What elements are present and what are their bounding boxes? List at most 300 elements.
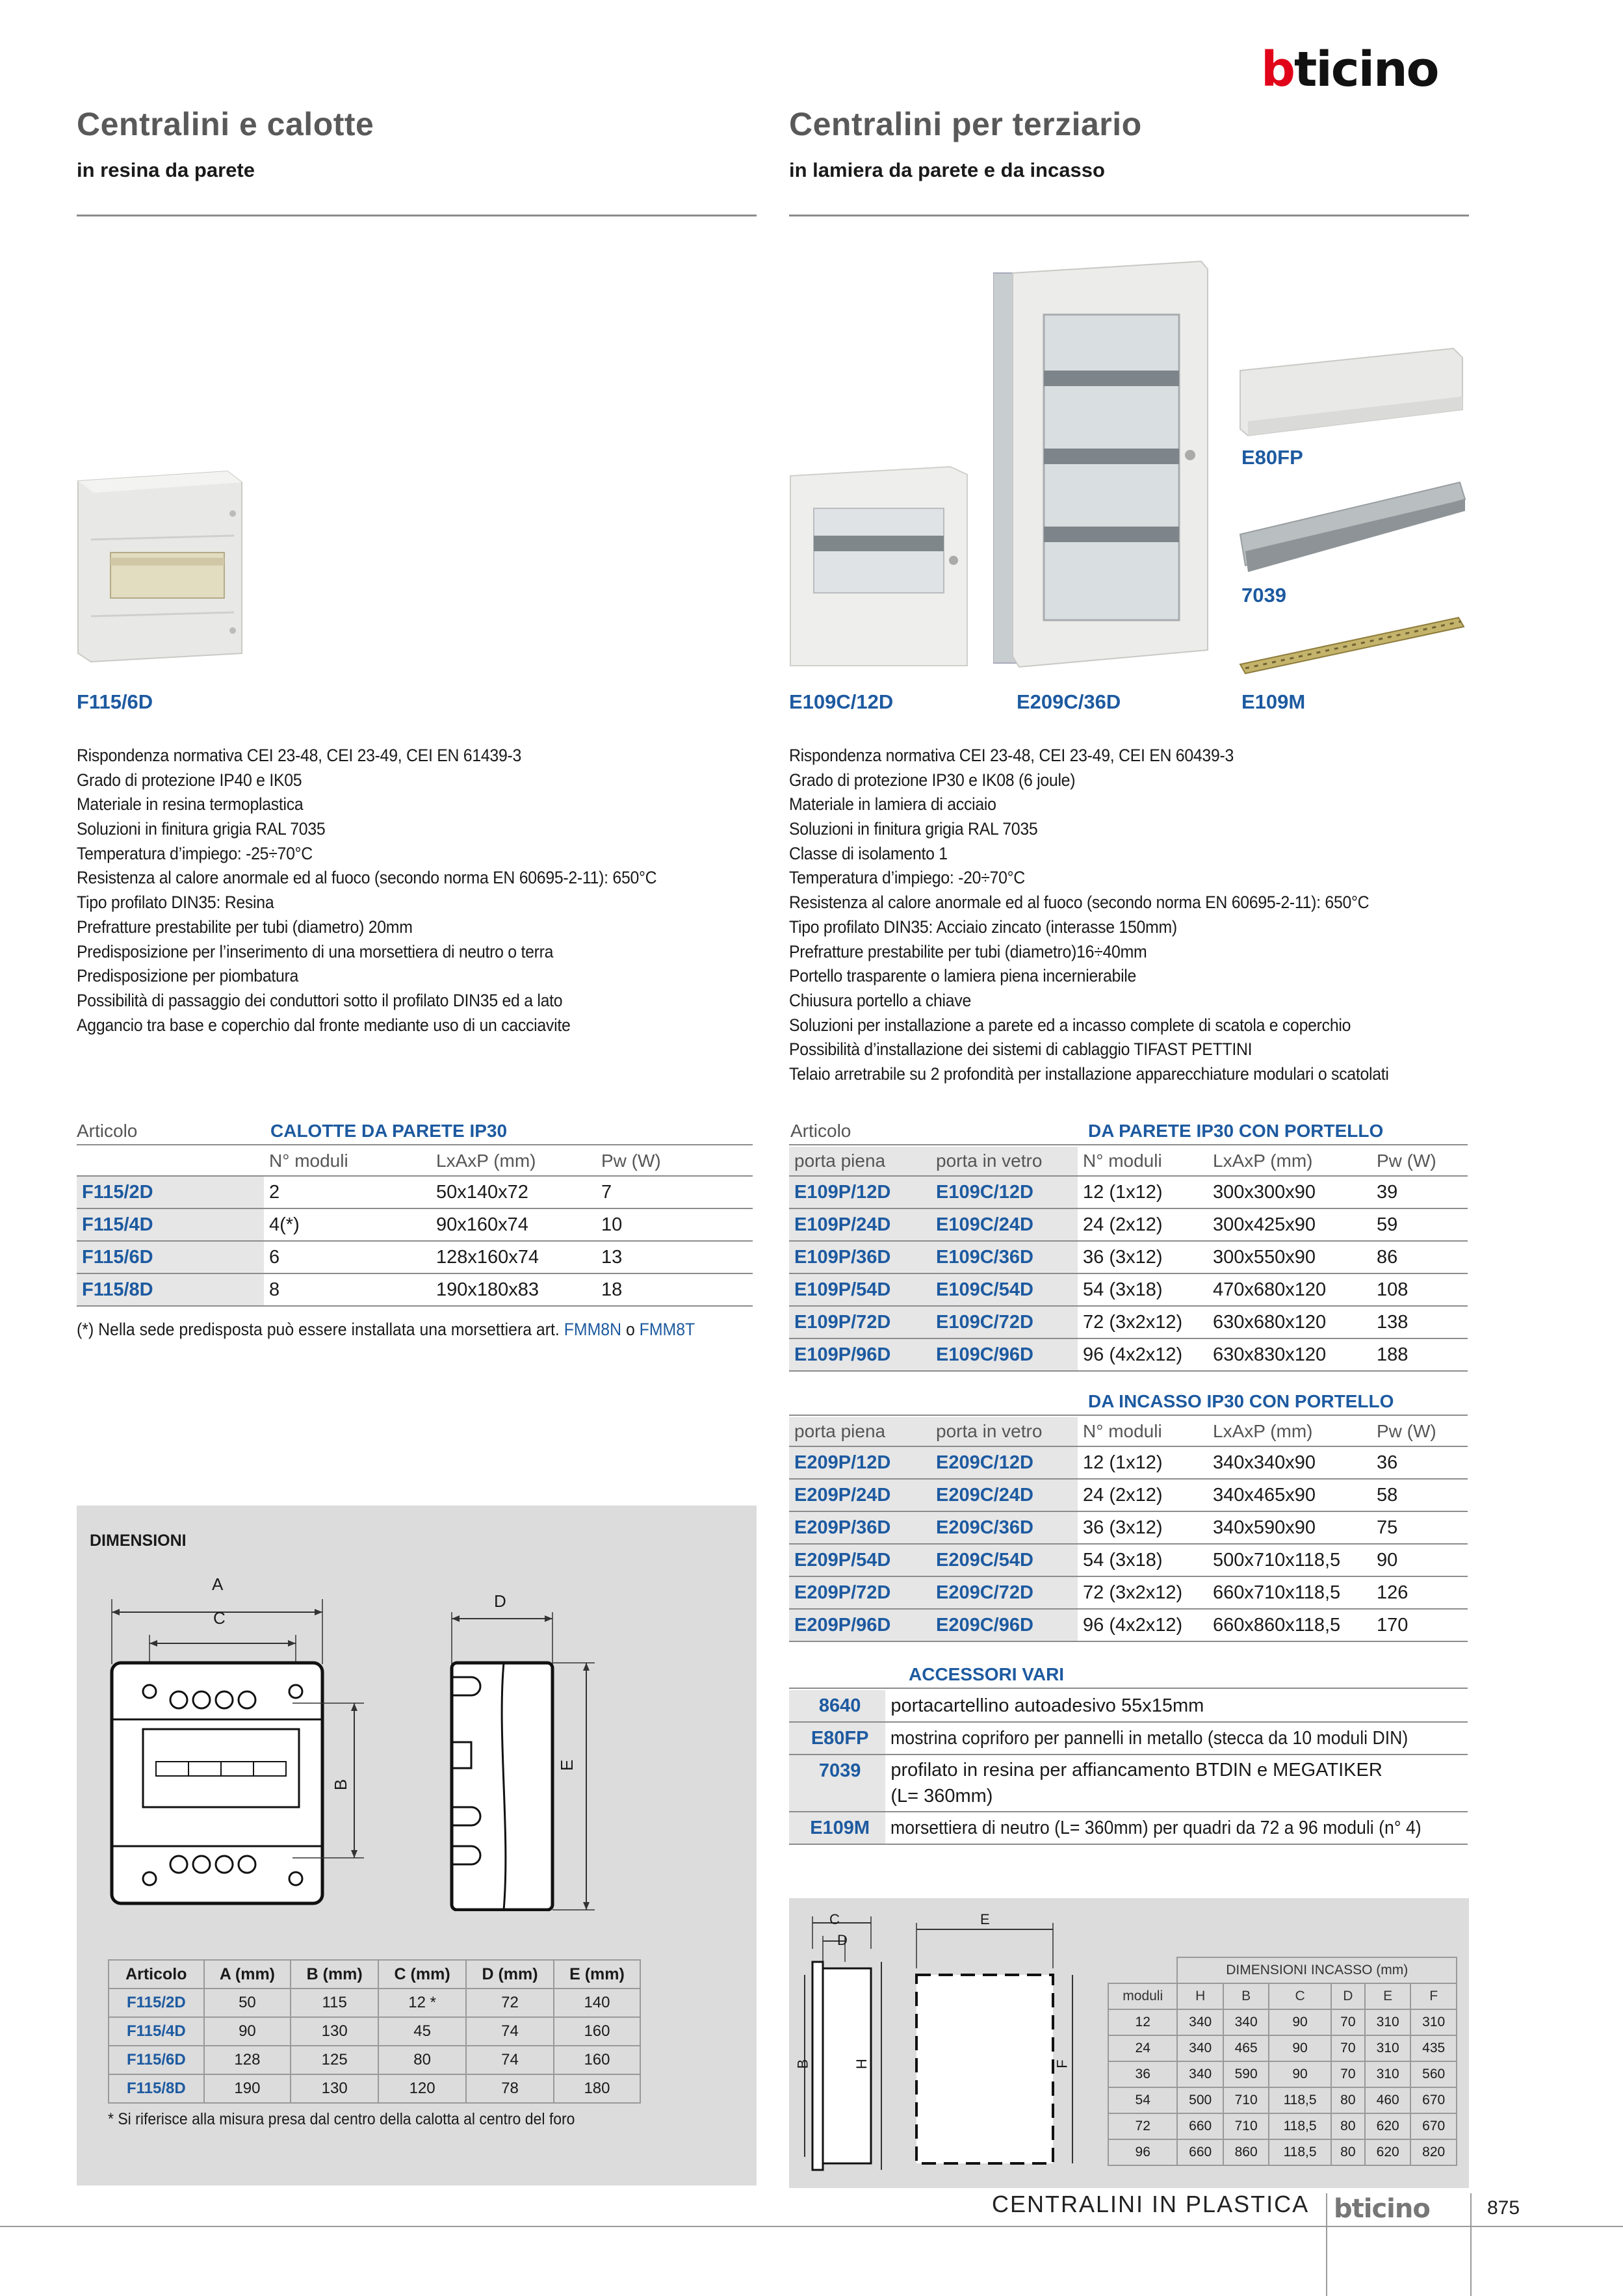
table-row — [1108, 2009, 1457, 2035]
label-7039: 7039 — [1241, 584, 1286, 607]
code-porta-piena[interactable]: E109P/24D — [789, 1208, 931, 1241]
code-porta-piena[interactable]: E209P/24D — [789, 1479, 931, 1511]
cell: 74 — [466, 2017, 554, 2046]
dims: 660x860x118,5 — [1208, 1609, 1371, 1641]
col-porta-piena: porta piena — [789, 1417, 931, 1446]
cell: 80 — [378, 2046, 466, 2074]
left-title: Centralini e calotte — [77, 106, 374, 142]
col-b: B — [1223, 1983, 1269, 2009]
left-subtitle: in resina da parete — [77, 159, 255, 181]
col-porta-vetro: porta in vetro — [931, 1417, 1078, 1446]
spec-line: Temperatura d’impiego: -25÷70°C — [77, 843, 313, 863]
note-link-fmm8t[interactable]: FMM8T — [639, 1320, 695, 1339]
spec-line: Grado di protezione IP30 e IK08 (6 joule) — [789, 770, 1076, 790]
dims: 300x425x90 — [1208, 1208, 1371, 1241]
code-porta-vetro[interactable]: E209C/96D — [931, 1609, 1078, 1641]
code-porta-vetro[interactable]: E209C/12D — [931, 1446, 1078, 1479]
spacer — [77, 1147, 264, 1176]
pw: 138 — [1371, 1306, 1468, 1338]
cell: 710 — [1223, 2087, 1269, 2113]
spec-line: Chiusura portello a chiave — [789, 990, 972, 1010]
col-dims: LxAxP (mm) — [1208, 1147, 1371, 1176]
article-code[interactable]: F115/2D — [109, 1989, 204, 2017]
cell: 140 — [554, 1989, 640, 2017]
cell: 125 — [291, 2046, 378, 2074]
accessory-desc: morsettiera di neutro (L= 360mm) per quadri da 72 a 96 moduli (n° 4) — [890, 1817, 1422, 1838]
footer-logo-first: b — [1334, 2194, 1352, 2224]
dims: 190x180x83 — [431, 1273, 596, 1306]
left-specs — [77, 744, 656, 1037]
cell: 80 — [1331, 2087, 1365, 2113]
cell: 118,5 — [1269, 2139, 1331, 2165]
moduli: 96 (4x2x12) — [1078, 1338, 1208, 1371]
inc-label-c: C — [829, 1911, 840, 1927]
product-image-e80fp — [1239, 345, 1466, 442]
footer-section-title: CENTRALINI IN PLASTICA — [992, 2191, 1310, 2217]
cell: 660 — [1177, 2139, 1223, 2165]
parete-table — [789, 1147, 1468, 1372]
moduli: 4(*) — [264, 1208, 431, 1241]
code-porta-vetro[interactable]: E109C/24D — [931, 1208, 1078, 1241]
code-porta-piena[interactable]: E209P/12D — [789, 1446, 931, 1479]
table-row — [77, 1208, 753, 1241]
accessory-desc-2: (L= 360mm) — [890, 1786, 993, 1807]
article-code[interactable]: F115/4D — [109, 2017, 204, 2046]
cell: 310 — [1365, 2009, 1410, 2035]
right-divider — [789, 215, 1469, 216]
footer-separator-1 — [1326, 2193, 1327, 2296]
code-porta-vetro[interactable]: E209C/24D — [931, 1479, 1078, 1511]
table-row — [789, 1338, 1468, 1371]
dims: 50x140x72 — [431, 1176, 596, 1208]
article-code[interactable]: F115/8D — [77, 1273, 264, 1306]
dims: 340x340x90 — [1208, 1446, 1371, 1479]
footer-separator-2 — [1470, 2193, 1472, 2296]
pw: 59 — [1371, 1208, 1468, 1241]
code-porta-piena[interactable]: E109P/12D — [789, 1176, 931, 1208]
label-e80fp: E80FP — [1241, 446, 1303, 469]
spec-line: Materiale in resina termoplastica — [77, 794, 304, 815]
col-a: A (mm) — [204, 1960, 291, 1989]
col-c: C — [1269, 1983, 1331, 2009]
table-header-row — [789, 1147, 1468, 1176]
cell: 620 — [1365, 2113, 1410, 2139]
spec-line: Resistenza al calore anormale ed al fuoco (secondo norma EN 60695-2-11): 650°C — [789, 893, 1370, 913]
label-e109m: E109M — [1241, 690, 1306, 713]
code-porta-piena[interactable]: E109P/72D — [789, 1306, 931, 1338]
code-porta-vetro[interactable]: E209C/72D — [931, 1576, 1078, 1609]
cell: 90 — [1269, 2035, 1331, 2061]
moduli: 12 (1x12) — [1078, 1176, 1208, 1208]
table-row — [789, 1208, 1468, 1241]
table-row — [109, 2017, 640, 2046]
dim-label-a: A — [212, 1574, 224, 1594]
spec-line: Predisposizione per piombatura — [77, 966, 299, 986]
table-row — [789, 1812, 1468, 1844]
cell: 72 — [466, 1989, 554, 2017]
cell: 860 — [1223, 2139, 1269, 2165]
spec-line: Telaio arretrabile su 2 profondità per installazione apparecchiature modulari o scatolati — [789, 1063, 1389, 1084]
table-row — [77, 1176, 753, 1208]
dim-label-e: E — [557, 1759, 577, 1771]
col-moduli: N° moduli — [1078, 1417, 1208, 1446]
cell: 620 — [1365, 2139, 1410, 2165]
accessori-section: ACCESSORI VARI — [909, 1664, 1065, 1684]
cell: 560 — [1410, 2061, 1457, 2087]
calotta-front-drawing — [97, 1573, 370, 1911]
cell: 45 — [378, 2017, 466, 2046]
cell: 465 — [1223, 2035, 1269, 2061]
table-row — [109, 1989, 640, 2017]
table-header-row — [1108, 1983, 1457, 2009]
table-row — [789, 1479, 1468, 1511]
accessory-desc-cell — [885, 1812, 1468, 1844]
table-row — [789, 1576, 1468, 1609]
col-dims: LxAxP (mm) — [1208, 1417, 1371, 1446]
left-table-rule — [77, 1144, 753, 1145]
table-row — [789, 1511, 1468, 1544]
incasso-front-drawing — [903, 1910, 1092, 2183]
table-row — [789, 1273, 1468, 1306]
pw: 58 — [1371, 1479, 1468, 1511]
cell: 50 — [204, 1989, 291, 2017]
article-code[interactable]: F115/6D — [77, 1241, 264, 1273]
cell: 115 — [291, 1989, 378, 2017]
spec-line: Grado di protezione IP40 e IK05 — [77, 770, 302, 790]
product-image-f115-6d — [71, 468, 247, 663]
brand-logo-rest: ticino — [1293, 42, 1438, 98]
inc-label-d: D — [837, 1932, 848, 1948]
cell: 340 — [1177, 2035, 1223, 2061]
cell: 90 — [1269, 2009, 1331, 2035]
cell: 90 — [1269, 2061, 1331, 2087]
table-row — [1108, 2087, 1457, 2113]
brand-logo — [1261, 42, 1469, 98]
code-porta-piena[interactable]: E209P/72D — [789, 1576, 931, 1609]
code-porta-piena[interactable]: E209P/54D — [789, 1544, 931, 1576]
col-pw: Pw (W) — [1371, 1147, 1468, 1176]
col-e: E (mm) — [554, 1960, 640, 1989]
code-porta-vetro[interactable]: E109C/54D — [931, 1273, 1078, 1306]
col-pw: Pw (W) — [596, 1147, 753, 1176]
spec-line: Soluzioni in finitura grigia RAL 7035 — [789, 819, 1038, 839]
cell: 36 — [1108, 2061, 1177, 2087]
spec-line: Materiale in lamiera di acciaio — [789, 794, 996, 815]
spec-line: Portello trasparente o lamiera piena incernierabile — [789, 966, 1137, 986]
table-header-row — [77, 1147, 753, 1176]
cell: 78 — [466, 2074, 554, 2103]
spec-line: Prefratture prestabilite per tubi (diametro) 20mm — [77, 917, 413, 937]
left-divider — [77, 215, 757, 216]
moduli: 54 (3x18) — [1078, 1273, 1208, 1306]
incasso-section: DA INCASSO IP30 CON PORTELLO — [1088, 1391, 1394, 1411]
accessory-desc: mostrina copriforo per pannelli in metallo (stecca da 10 moduli DIN) — [890, 1727, 1409, 1749]
table-row — [1108, 2035, 1457, 2061]
cell: 54 — [1108, 2087, 1177, 2113]
article-code[interactable]: F115/6D — [109, 2046, 204, 2074]
brand-logo-first: b — [1261, 42, 1294, 98]
col-e: E — [1365, 1983, 1410, 2009]
footer-rule — [0, 2226, 1623, 2227]
calotte-note — [77, 1320, 695, 1340]
accessory-desc: profilato in resina per affiancamento BTDIN e MEGATIKER — [890, 1760, 1383, 1781]
cell: 310 — [1365, 2035, 1410, 2061]
pw: 7 — [596, 1176, 753, 1208]
dim-label-d: D — [494, 1591, 506, 1611]
note-mid: o — [621, 1320, 640, 1339]
moduli: 72 (3x2x12) — [1078, 1576, 1208, 1609]
incasso-dims-table — [1108, 1957, 1457, 2166]
cell: 310 — [1410, 2009, 1457, 2035]
cell: 24 — [1108, 2035, 1177, 2061]
cell: 500 — [1177, 2087, 1223, 2113]
dims: 300x550x90 — [1208, 1241, 1371, 1273]
spec-line: Rispondenza normativa CEI 23-48, CEI 23-49, CEI EN 61439-3 — [77, 746, 522, 765]
accessory-code[interactable]: E109M — [789, 1812, 885, 1844]
table-row — [1108, 2061, 1457, 2087]
col-articolo: Articolo — [109, 1960, 204, 1989]
spec-line: Soluzioni in finitura grigia RAL 7035 — [77, 819, 326, 839]
col-porta-piena: porta piena — [789, 1147, 931, 1176]
dims: 660x710x118,5 — [1208, 1576, 1371, 1609]
pw: 39 — [1371, 1176, 1468, 1208]
inc-label-b: B — [794, 2059, 811, 2069]
parete-section: DA PARETE IP30 CON PORTELLO — [1088, 1121, 1384, 1141]
accessory-code[interactable]: 7039 — [789, 1755, 885, 1812]
dims: 90x160x74 — [431, 1208, 596, 1241]
col-d: D (mm) — [466, 1960, 554, 1989]
dimensions-title: DIMENSIONI — [90, 1532, 187, 1550]
table-row — [109, 2074, 640, 2103]
cell: 340 — [1177, 2061, 1223, 2087]
pw: 170 — [1371, 1609, 1468, 1641]
pw: 90 — [1371, 1544, 1468, 1576]
cell: 80 — [1331, 2139, 1365, 2165]
label-f115-6d: F115/6D — [77, 690, 153, 713]
product-image-e109m — [1239, 605, 1466, 676]
cell: 435 — [1410, 2035, 1457, 2061]
dimensions-table — [108, 1959, 641, 2104]
page-number: 875 — [1487, 2197, 1520, 2219]
article-code[interactable]: F115/4D — [77, 1208, 264, 1241]
pw: 36 — [1371, 1446, 1468, 1479]
code-porta-piena[interactable]: E209P/36D — [789, 1511, 931, 1544]
col-pw: Pw (W) — [1371, 1417, 1468, 1446]
label-e109c-12d: E109C/12D — [789, 690, 894, 713]
cell: 160 — [554, 2046, 640, 2074]
spec-line: Tipo profilato DIN35: Acciaio zincato (interasse 150mm) — [789, 917, 1177, 937]
table-row — [109, 2046, 640, 2074]
spec-line: Resistenza al calore anormale ed al fuoco (secondo norma EN 60695-2-11): 650°C — [77, 868, 657, 888]
dims: 470x680x120 — [1208, 1273, 1371, 1306]
moduli: 54 (3x18) — [1078, 1544, 1208, 1576]
col-d: D — [1331, 1983, 1365, 2009]
pw: 10 — [596, 1208, 753, 1241]
moduli: 36 (3x12) — [1078, 1511, 1208, 1544]
col-porta-vetro: porta in vetro — [931, 1147, 1078, 1176]
article-code[interactable]: F115/2D — [77, 1176, 264, 1208]
dims: 630x680x120 — [1208, 1306, 1371, 1338]
cell: 340 — [1223, 2009, 1269, 2035]
pw: 86 — [1371, 1241, 1468, 1273]
col-moduli: N° moduli — [1078, 1147, 1208, 1176]
dims: 128x160x74 — [431, 1241, 596, 1273]
cell: 120 — [378, 2074, 466, 2103]
col-moduli: N° moduli — [264, 1147, 431, 1176]
cell: 710 — [1223, 2113, 1269, 2139]
code-porta-piena[interactable]: E209P/96D — [789, 1609, 931, 1641]
pw: 126 — [1371, 1576, 1468, 1609]
col-moduli: moduli — [1108, 1983, 1177, 2009]
incasso-side-drawing — [799, 1910, 890, 2183]
accessory-desc-cell — [885, 1722, 1468, 1755]
table-row — [789, 1609, 1468, 1641]
inc-label-f: F — [1054, 2059, 1071, 2068]
spec-line: Classe di isolamento 1 — [789, 843, 948, 863]
col-h: H — [1177, 1983, 1223, 2009]
article-code[interactable]: F115/8D — [109, 2074, 204, 2103]
dims: 500x710x118,5 — [1208, 1544, 1371, 1576]
note-link-fmm8n[interactable]: FMM8N — [564, 1320, 622, 1339]
cell: 180 — [554, 2074, 640, 2103]
col-c: C (mm) — [378, 1960, 466, 1989]
dims: 340x465x90 — [1208, 1479, 1371, 1511]
dim-label-c: C — [213, 1608, 226, 1628]
cell: 160 — [554, 2017, 640, 2046]
moduli: 2 — [264, 1176, 431, 1208]
accessori-table — [789, 1690, 1468, 1845]
pw: 108 — [1371, 1273, 1468, 1306]
col-b: B (mm) — [291, 1960, 378, 1989]
cell: 70 — [1331, 2061, 1365, 2087]
code-porta-vetro[interactable]: E109C/12D — [931, 1176, 1078, 1208]
spec-line: Rispondenza normativa CEI 23-48, CEI 23-49, CEI EN 60439-3 — [789, 746, 1234, 765]
cell: 670 — [1410, 2087, 1457, 2113]
cell: 96 — [1108, 2139, 1177, 2165]
moduli: 24 (2x12) — [1078, 1479, 1208, 1511]
spec-line: Possibilità di passaggio dei conduttori sotto il profilato DIN35 ed a lato — [77, 990, 563, 1010]
moduli: 36 (3x12) — [1078, 1241, 1208, 1273]
cell: 70 — [1331, 2009, 1365, 2035]
code-porta-vetro[interactable]: E109C/96D — [931, 1338, 1078, 1371]
spec-line: Predisposizione per l’inserimento di una morsettiera di neutro o terra — [77, 941, 554, 961]
spacer — [1108, 1957, 1177, 1983]
cell: 12 * — [378, 1989, 466, 2017]
incasso-table — [789, 1417, 1468, 1642]
table-row — [789, 1306, 1468, 1338]
inc-label-e: E — [980, 1911, 990, 1927]
spec-line: Soluzioni per installazione a parete ed a incasso complete di scatola e coperchio — [789, 1015, 1351, 1035]
spec-line: Possibilità d’installazione dei sistemi di cablaggio TIFAST PETTINI — [789, 1039, 1253, 1060]
dims: 630x830x120 — [1208, 1338, 1371, 1371]
dimensions-footnote: * Si riferisce alla misura presa dal centro della calotta al centro del foro — [108, 2110, 575, 2128]
accessory-code[interactable]: 8640 — [789, 1690, 885, 1722]
moduli: 96 (4x2x12) — [1078, 1609, 1208, 1641]
pw: 13 — [596, 1241, 753, 1273]
moduli: 24 (2x12) — [1078, 1208, 1208, 1241]
cell: 670 — [1410, 2113, 1457, 2139]
table-row — [789, 1755, 1468, 1812]
col-f: F — [1410, 1983, 1457, 2009]
col-dims: LxAxP (mm) — [431, 1147, 596, 1176]
left-articolo-label: Articolo — [77, 1121, 138, 1141]
code-porta-vetro[interactable]: E209C/54D — [931, 1544, 1078, 1576]
footer-logo-rest: ticino — [1351, 2194, 1430, 2224]
table-header-row — [109, 1960, 640, 1989]
table-row — [789, 1176, 1468, 1208]
spec-line: Temperatura d’impiego: -20÷70°C — [789, 868, 1025, 888]
footer-brand-logo — [1334, 2195, 1464, 2223]
right-title: Centralini per terziario — [789, 106, 1142, 142]
calotta-side-drawing — [435, 1573, 604, 1911]
table-row — [789, 1446, 1468, 1479]
accessory-code[interactable]: E80FP — [789, 1722, 885, 1755]
dims: 300x300x90 — [1208, 1176, 1371, 1208]
pw: 75 — [1371, 1511, 1468, 1544]
product-image-7039 — [1239, 475, 1466, 579]
code-porta-vetro[interactable]: E209C/36D — [931, 1511, 1078, 1544]
note-text: (*) Nella sede predisposta può essere installata una morsettiera art. — [77, 1320, 564, 1339]
cell: 190 — [204, 2074, 291, 2103]
table-header-row — [789, 1417, 1468, 1446]
accessory-desc-cell — [885, 1755, 1468, 1812]
moduli: 72 (3x2x12) — [1078, 1306, 1208, 1338]
table-title-row — [1108, 1957, 1457, 1983]
table-row — [1108, 2139, 1457, 2165]
code-porta-vetro[interactable]: E109C/36D — [931, 1241, 1078, 1273]
left-table-section: CALOTTE DA PARETE IP30 — [270, 1121, 508, 1141]
inc-label-h: H — [853, 2059, 870, 2069]
table-row — [77, 1273, 753, 1306]
cell: 460 — [1365, 2087, 1410, 2113]
cell: 118,5 — [1269, 2087, 1331, 2113]
cell: 590 — [1223, 2061, 1269, 2087]
incasso-table-rule — [789, 1415, 1468, 1416]
accessori-rule — [789, 1688, 1468, 1689]
right-table-rule — [789, 1144, 1468, 1145]
dim-label-b: B — [331, 1779, 351, 1791]
code-porta-piena[interactable]: E109P/36D — [789, 1241, 931, 1273]
label-e209c-36d: E209C/36D — [1017, 690, 1121, 713]
pw: 188 — [1371, 1338, 1468, 1371]
product-image-e209c-36d — [993, 260, 1214, 670]
cell: 118,5 — [1269, 2113, 1331, 2139]
cell: 128 — [204, 2046, 291, 2074]
code-porta-piena[interactable]: E109P/54D — [789, 1273, 931, 1306]
cell: 70 — [1331, 2035, 1365, 2061]
accessory-desc: portacartellino autoadesivo 55x15mm — [885, 1690, 1468, 1722]
table-row — [77, 1241, 753, 1273]
cell: 12 — [1108, 2009, 1177, 2035]
code-porta-piena[interactable]: E109P/96D — [789, 1338, 931, 1371]
table-row — [789, 1690, 1468, 1722]
cell: 72 — [1108, 2113, 1177, 2139]
incasso-dims-title: DIMENSIONI INCASSO (mm) — [1177, 1957, 1457, 1983]
table-row — [1108, 2113, 1457, 2139]
moduli: 8 — [264, 1273, 431, 1306]
cell: 820 — [1410, 2139, 1457, 2165]
dims: 340x590x90 — [1208, 1511, 1371, 1544]
table-row — [789, 1241, 1468, 1273]
table-row — [789, 1722, 1468, 1755]
table-row — [789, 1544, 1468, 1576]
code-porta-vetro[interactable]: E109C/72D — [931, 1306, 1078, 1338]
spec-line: Prefratture prestabilite per tubi (diametro)16÷40mm — [789, 941, 1147, 961]
spec-line: Tipo profilato DIN35: Resina — [77, 893, 274, 913]
cell: 310 — [1365, 2061, 1410, 2087]
cell: 90 — [204, 2017, 291, 2046]
right-specs — [789, 744, 1389, 1087]
